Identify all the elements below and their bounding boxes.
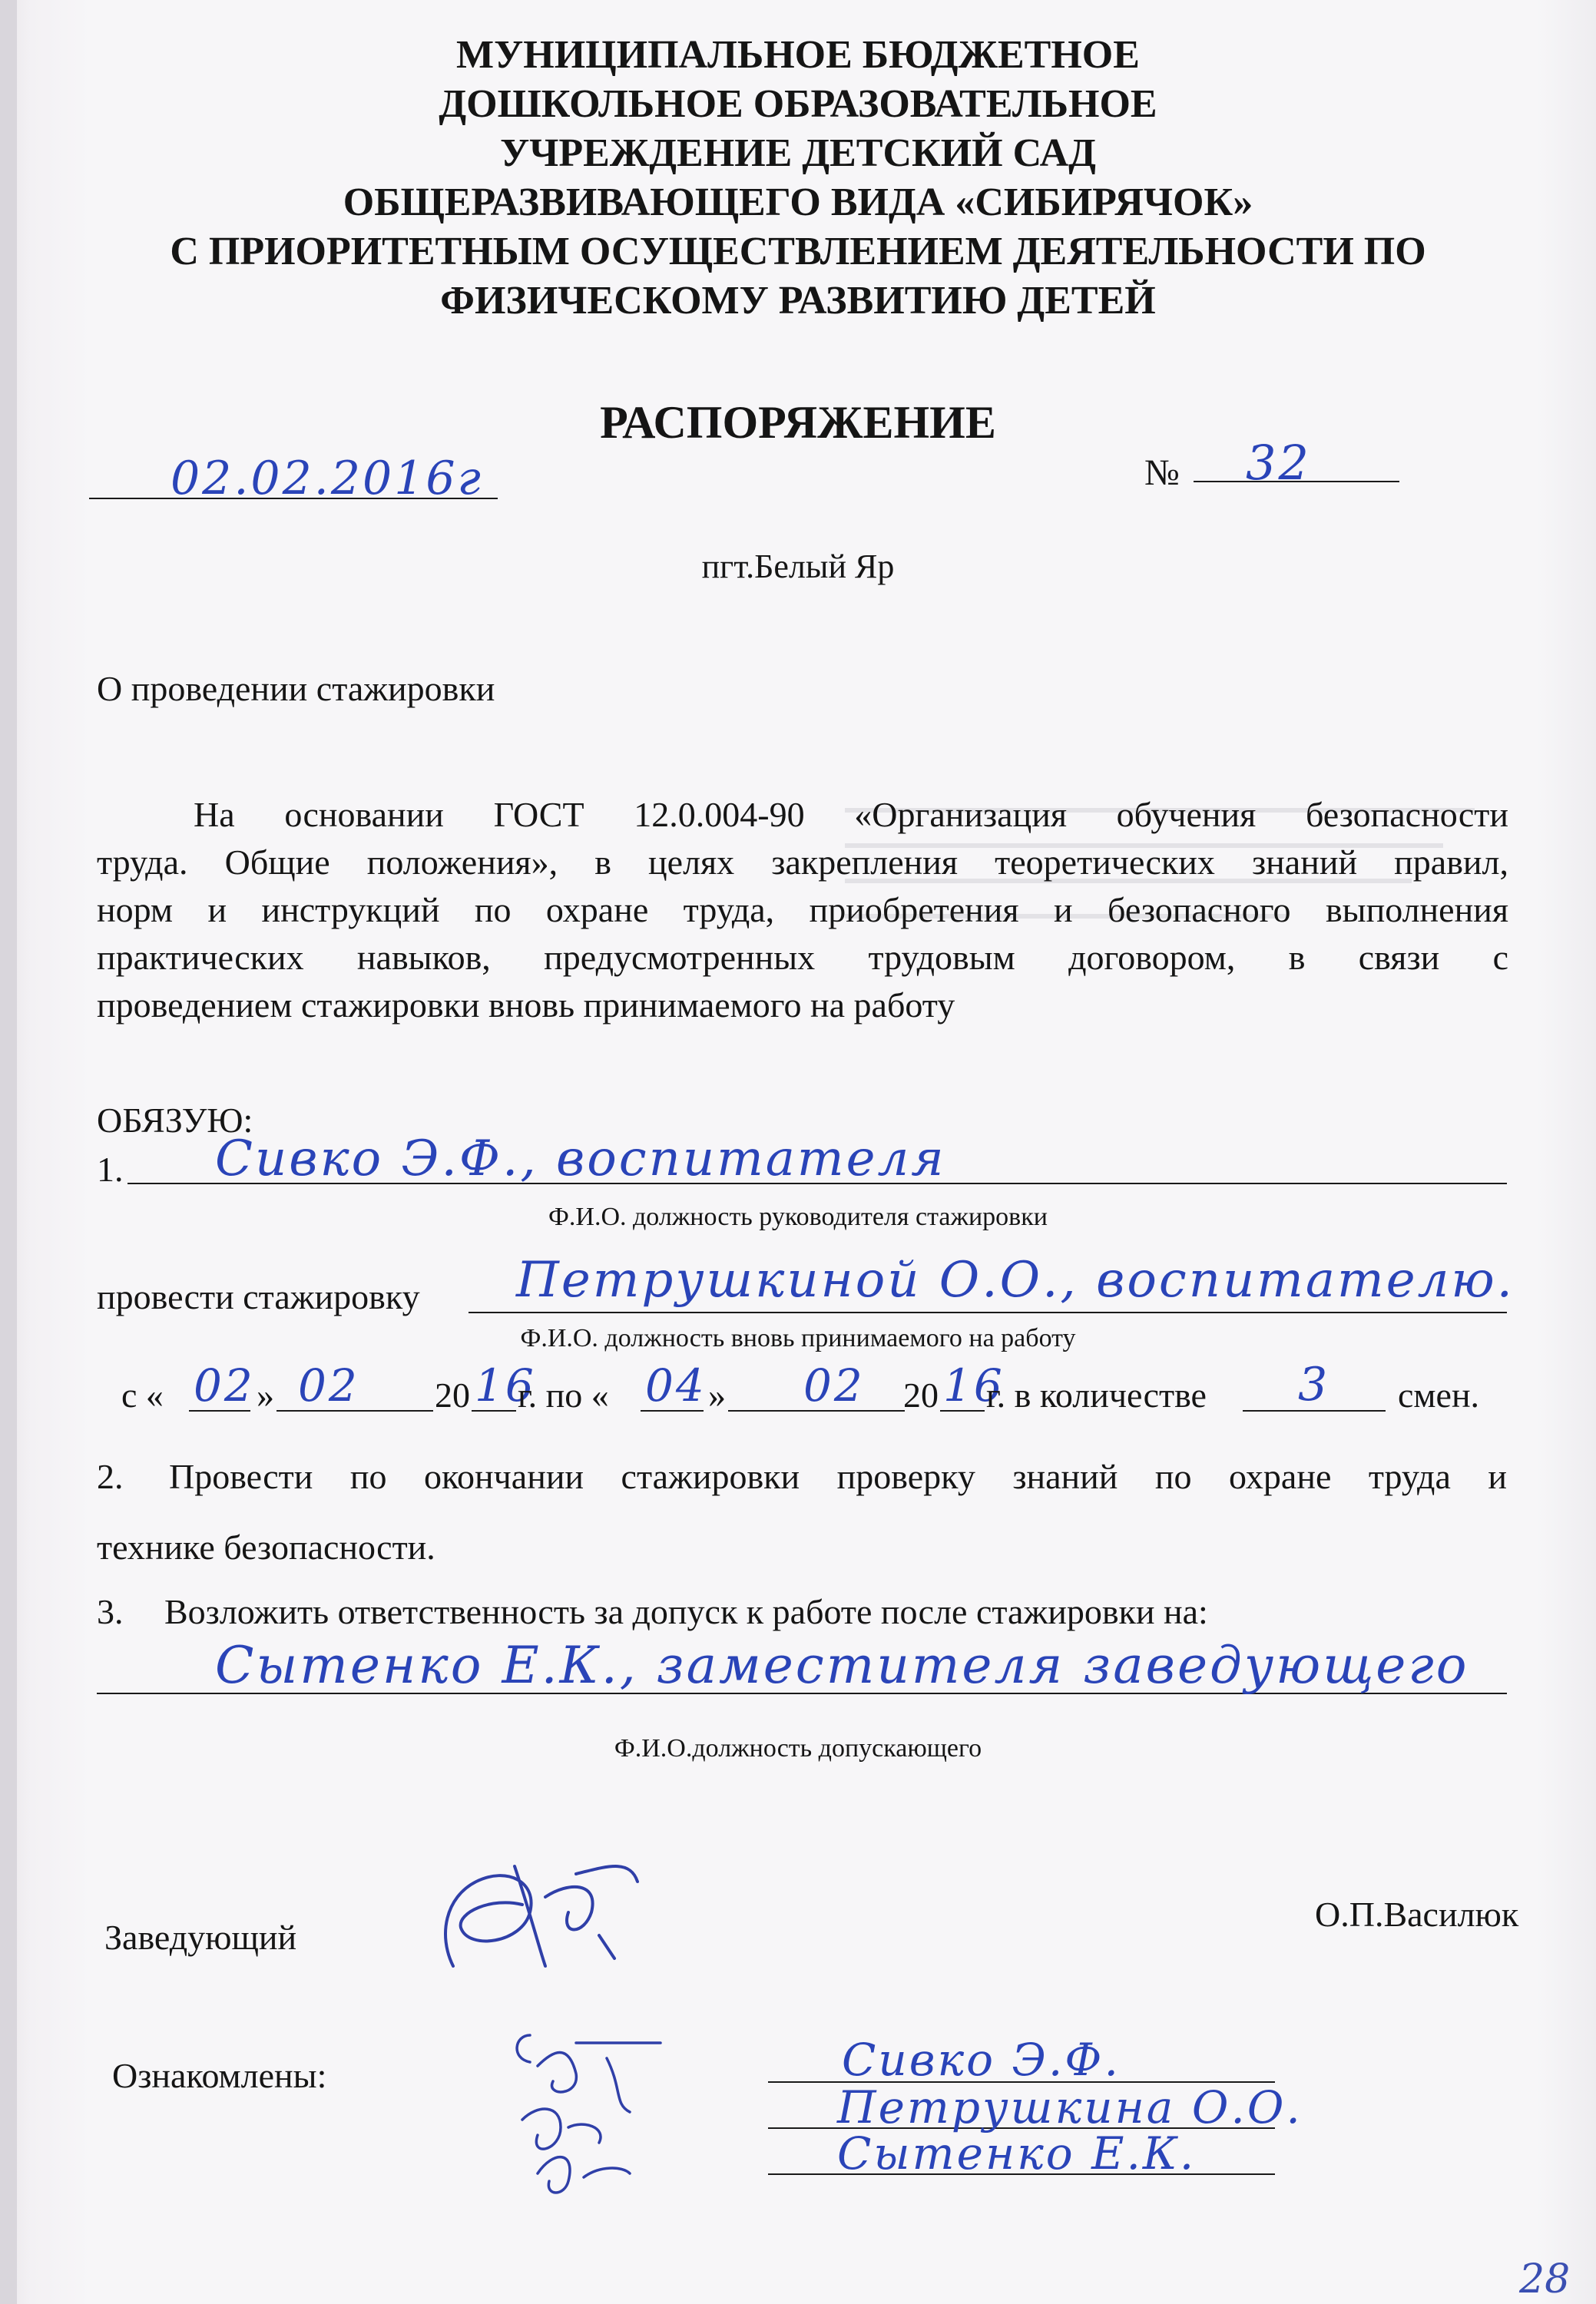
place: пгт.Белый Яр: [701, 548, 895, 585]
basis-paragraph: [97, 791, 1508, 1029]
document-title: РАСПОРЯЖЕНИЕ: [600, 397, 996, 448]
period-from-month: 02: [298, 1359, 359, 1412]
item2-number: 2.: [97, 1457, 124, 1496]
basis-line-4: практических навыков, предусмотренных трудовым договором, в связи с: [97, 938, 1508, 977]
item3-text: Возложить ответственность за допуск к работе после стажировки на:: [164, 1592, 1208, 1631]
number-label: №: [1144, 452, 1180, 493]
basis-line-3: норм и инструкций по охране труда, приобретения и безопасного выполнения: [97, 890, 1508, 929]
acquainted-signatures: [492, 2012, 699, 2212]
org-line-6: ФИЗИЧЕСКОМУ РАЗВИТИЮ ДЕТЕЙ: [440, 279, 1156, 323]
conduct-line: [469, 1312, 1507, 1313]
basis-line-5: проведением стажировки вновь принимаемого на работу: [97, 985, 955, 1025]
conduct-handwritten: Петрушкиной О.О., воспитателю.: [516, 1252, 1515, 1309]
conduct-caption: Ф.И.О. должность вновь принимаемого на работу: [520, 1324, 1076, 1352]
acquainted-name-3: Сытенко Е.К.: [837, 2127, 1197, 2180]
page-number: 28: [1519, 2256, 1571, 2302]
head-title: Заведующий: [104, 1918, 297, 1957]
item2-line-2: технике безопасности.: [97, 1528, 435, 1567]
org-line-5: С ПРИОРИТЕТНЫМ ОСУЩЕСТВЛЕНИЕМ ДЕЯТЕЛЬНОСТИ ПО: [170, 230, 1426, 273]
number-handwritten: 32: [1246, 435, 1311, 491]
org-line-4: ОБЩЕРАЗВИВАЮЩЕГО ВИДА «СИБИРЯЧОК»: [343, 180, 1253, 224]
period-from-day-line: [189, 1410, 250, 1412]
org-line-2: ДОШКОЛЬНОЕ ОБРАЗОВАТЕЛЬНОЕ: [439, 82, 1157, 126]
item1-handwritten: Сивко Э.Ф., воспитателя: [215, 1130, 946, 1187]
item3-handwritten: Сытенко Е.К., заместителя заведующего: [215, 1636, 1469, 1695]
item1-caption: Ф.И.О. должность руководителя стажировки: [548, 1203, 1048, 1231]
period-to-text: г. по «: [518, 1375, 609, 1415]
item1-number: 1.: [97, 1150, 124, 1189]
obligate-label: ОБЯЗУЮ:: [97, 1101, 253, 1140]
period-to-day: 04: [645, 1359, 707, 1412]
basis-line-1: На основании ГОСТ 12.0.004-90 «Организация обучения безопасности: [194, 795, 1508, 834]
item2-line-1: Провести по окончании стажировки проверку знаний по охране труда и: [169, 1457, 1507, 1496]
acquainted-name-2: Петрушкина О.О.: [837, 2081, 1303, 2134]
period-to-year: 16: [943, 1359, 1005, 1412]
period-count: 3: [1298, 1358, 1330, 1412]
conduct-label: провести стажировку: [97, 1277, 420, 1316]
period-from-prefix: с «: [121, 1375, 164, 1415]
acquainted-label: Ознакомлены:: [112, 2056, 327, 2095]
period-from-day: 02: [194, 1359, 255, 1412]
date-handwritten: 02.02.2016г: [171, 452, 483, 505]
year-prefix-2: 20: [903, 1375, 939, 1415]
page-left-edge: [0, 0, 17, 2304]
period-to-close: »: [708, 1375, 726, 1415]
org-line-1: МУНИЦИПАЛЬНОЕ БЮДЖЕТНОЕ: [456, 33, 1140, 77]
period-count-text: г. в количестве: [986, 1375, 1207, 1415]
subject: О проведении стажировки: [97, 669, 495, 708]
period-from-year: 16: [475, 1359, 536, 1412]
item3-number: 3.: [97, 1592, 124, 1631]
period-shifts: смен.: [1398, 1375, 1480, 1415]
period-row: [0, 1358, 1596, 1433]
year-prefix-1: 20: [435, 1375, 470, 1415]
head-signature: [422, 1851, 653, 1981]
acquainted-name-1: Сивко Э.Ф.: [842, 2034, 1121, 2086]
head-name: О.П.Василюк: [1315, 1895, 1519, 1934]
org-line-3: УЧРЕЖДЕНИЕ ДЕТСКИЙ САД: [500, 131, 1096, 175]
period-to-month: 02: [803, 1359, 865, 1412]
item3-caption: Ф.И.О.должность допускающего: [614, 1734, 982, 1763]
period-to-day-line: [641, 1410, 704, 1412]
basis-line-2: труда. Общие положения», в целях закрепления теоретических знаний правил,: [97, 842, 1508, 882]
period-from-close: »: [257, 1375, 274, 1415]
